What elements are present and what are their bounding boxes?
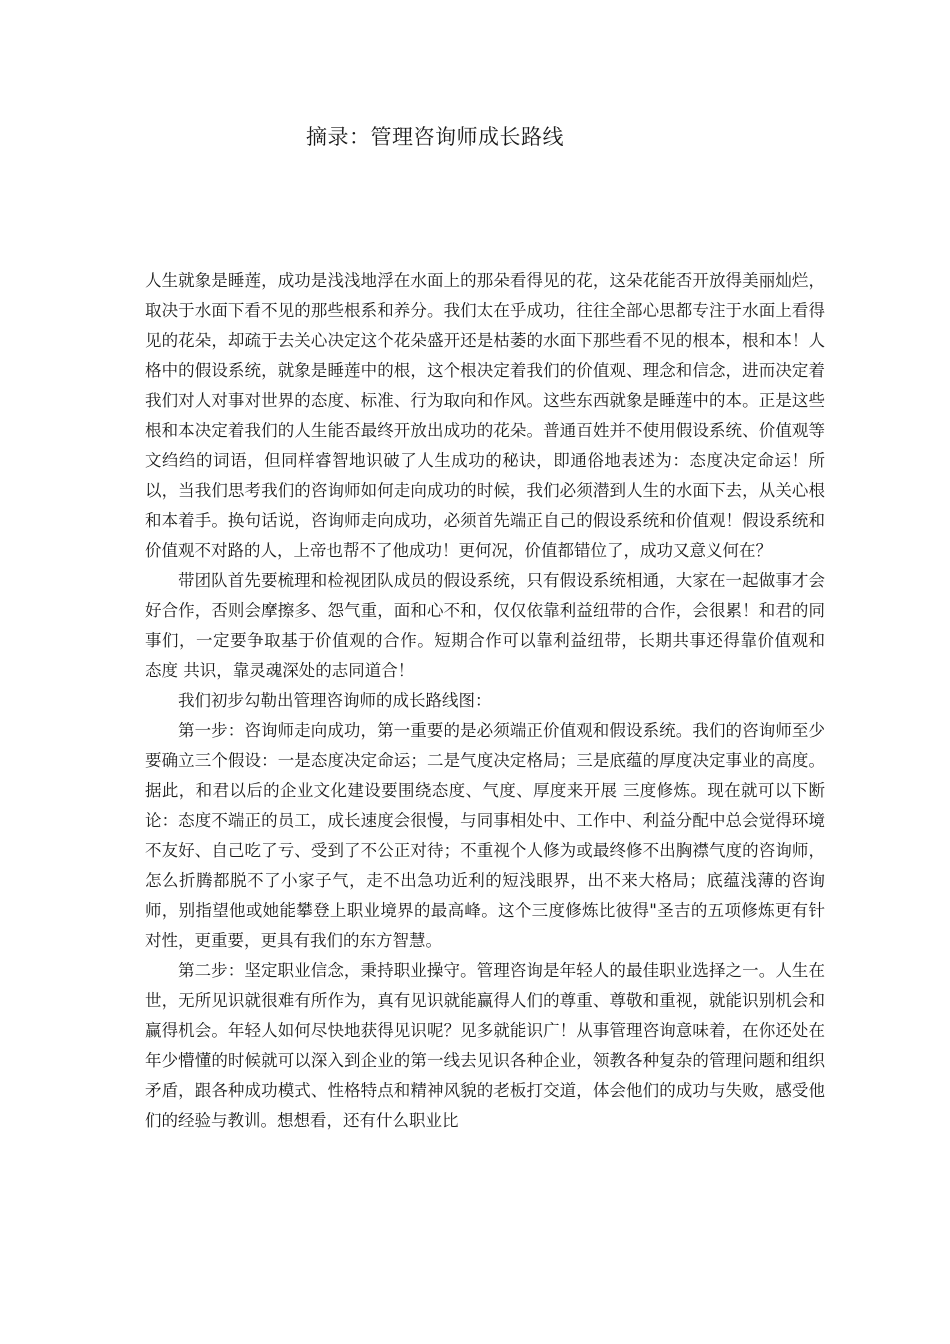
- paragraph-2: 带团队首先要梳理和检视团队成员的假设系统，只有假设系统相通，大家在一起做事才会好合作，否则会摩擦多、怨气重，面和心不和，仅仅依靠利益纽带的合作，会很累！和君的同事们，一定要争取基于价值观的合作。短期合作可以靠利益纽带，长期共事还得靠价值观和 态度 共识，靠灵魂深处的志同道合！: [145, 571, 825, 680]
- paragraph-3: 我们初步勾勒出管理咨询师的成长路线图：: [178, 691, 492, 710]
- paragraph-5: 第二步：坚定职业信念，秉持职业操守。管理咨询是年轻人的最佳职业选择之一。人生在世，无所见识就很难有所作为，真有见识就能赢得人们的尊重、尊敬和重视，就能识别机会和赢得机会。年轻人如何尽快地获得见识呢？见多就能识广！从事管理咨询意味着，在你还处在年少懵懂的时候就可以深入到企业的第一线去见识各种企业，领教各种复杂的管理问题和组织矛盾，跟各种成功模式、性格特点和精神风貌的老板打交道，体会他们的成功与失败，感受他们的经验与教训。想想看，还有什么职业比: [145, 961, 825, 1130]
- document-body: [145, 266, 825, 1136]
- document-title: 摘录：管理咨询师成长路线: [306, 125, 564, 149]
- paragraph-4: 第一步：咨询师走向成功，第一重要的是必须端正价值观和假设系统。我们的咨询师至少要确立三个假设：一是态度决定命运；二是气度决定格局；三是底蕴的厚度决定事业的高度。据此，和君以后的企业文化建设要围绕态度、气度、厚度来开展 三度修炼。现在就可以下断论：态度不端正的员工，成长速度会很慢，与同事相处中、工作中、利益分配中总会觉得环境不友好、自己吃了亏、受到了不公正对待；不重视个人修为或最终修不出胸襟气度的咨询师，怎么折腾都脱不了小家子气，走不出急功近利的短浅眼界，出不来大格局；底蕴浅薄的咨询师，别指望他或她能攀登上职业境界的最高峰。这个三度修炼比彼得"圣吉的五项修炼更有针对性，更重要，更具有我们的东方智慧。: [145, 721, 825, 950]
- paragraph-1: 人生就象是睡莲，成功是浅浅地浮在水面上的那朵看得见的花，这朵花能否开放得美丽灿烂，取决于水面下看不见的那些根系和养分。我们太在乎成功，往往全部心思都专注于水面上看得见的花朵，却疏于去关心决定这个花朵盛开还是枯萎的水面下那些看不见的根本，根和本！人格中的假设系统，就象是睡莲中的根，这个根决定着我们的价值观、理念和信念，进而决定着我们对人对事对世界的态度、标准、行为取向和作风。这些东西就象是睡莲中的本。正是这些根和本决定着我们的人生能否最终开放出成功的花朵。普通百姓并不使用假设系统、价值观等文绉绉的词语，但同样睿智地识破了人生成功的秘诀，即通俗地表述为：态度决定命运！所以，当我们思考我们的咨询师如何走向成功的时候，我们必须潜到人生的水面下去，从关心根和本着手。换句话说，咨询师走向成功，必须首先端正自己的假设系统和价值观！假设系统和价值观不对路的人，上帝也帮不了他成功！更何况，价值都错位了，成功又意义何在？: [145, 271, 825, 560]
